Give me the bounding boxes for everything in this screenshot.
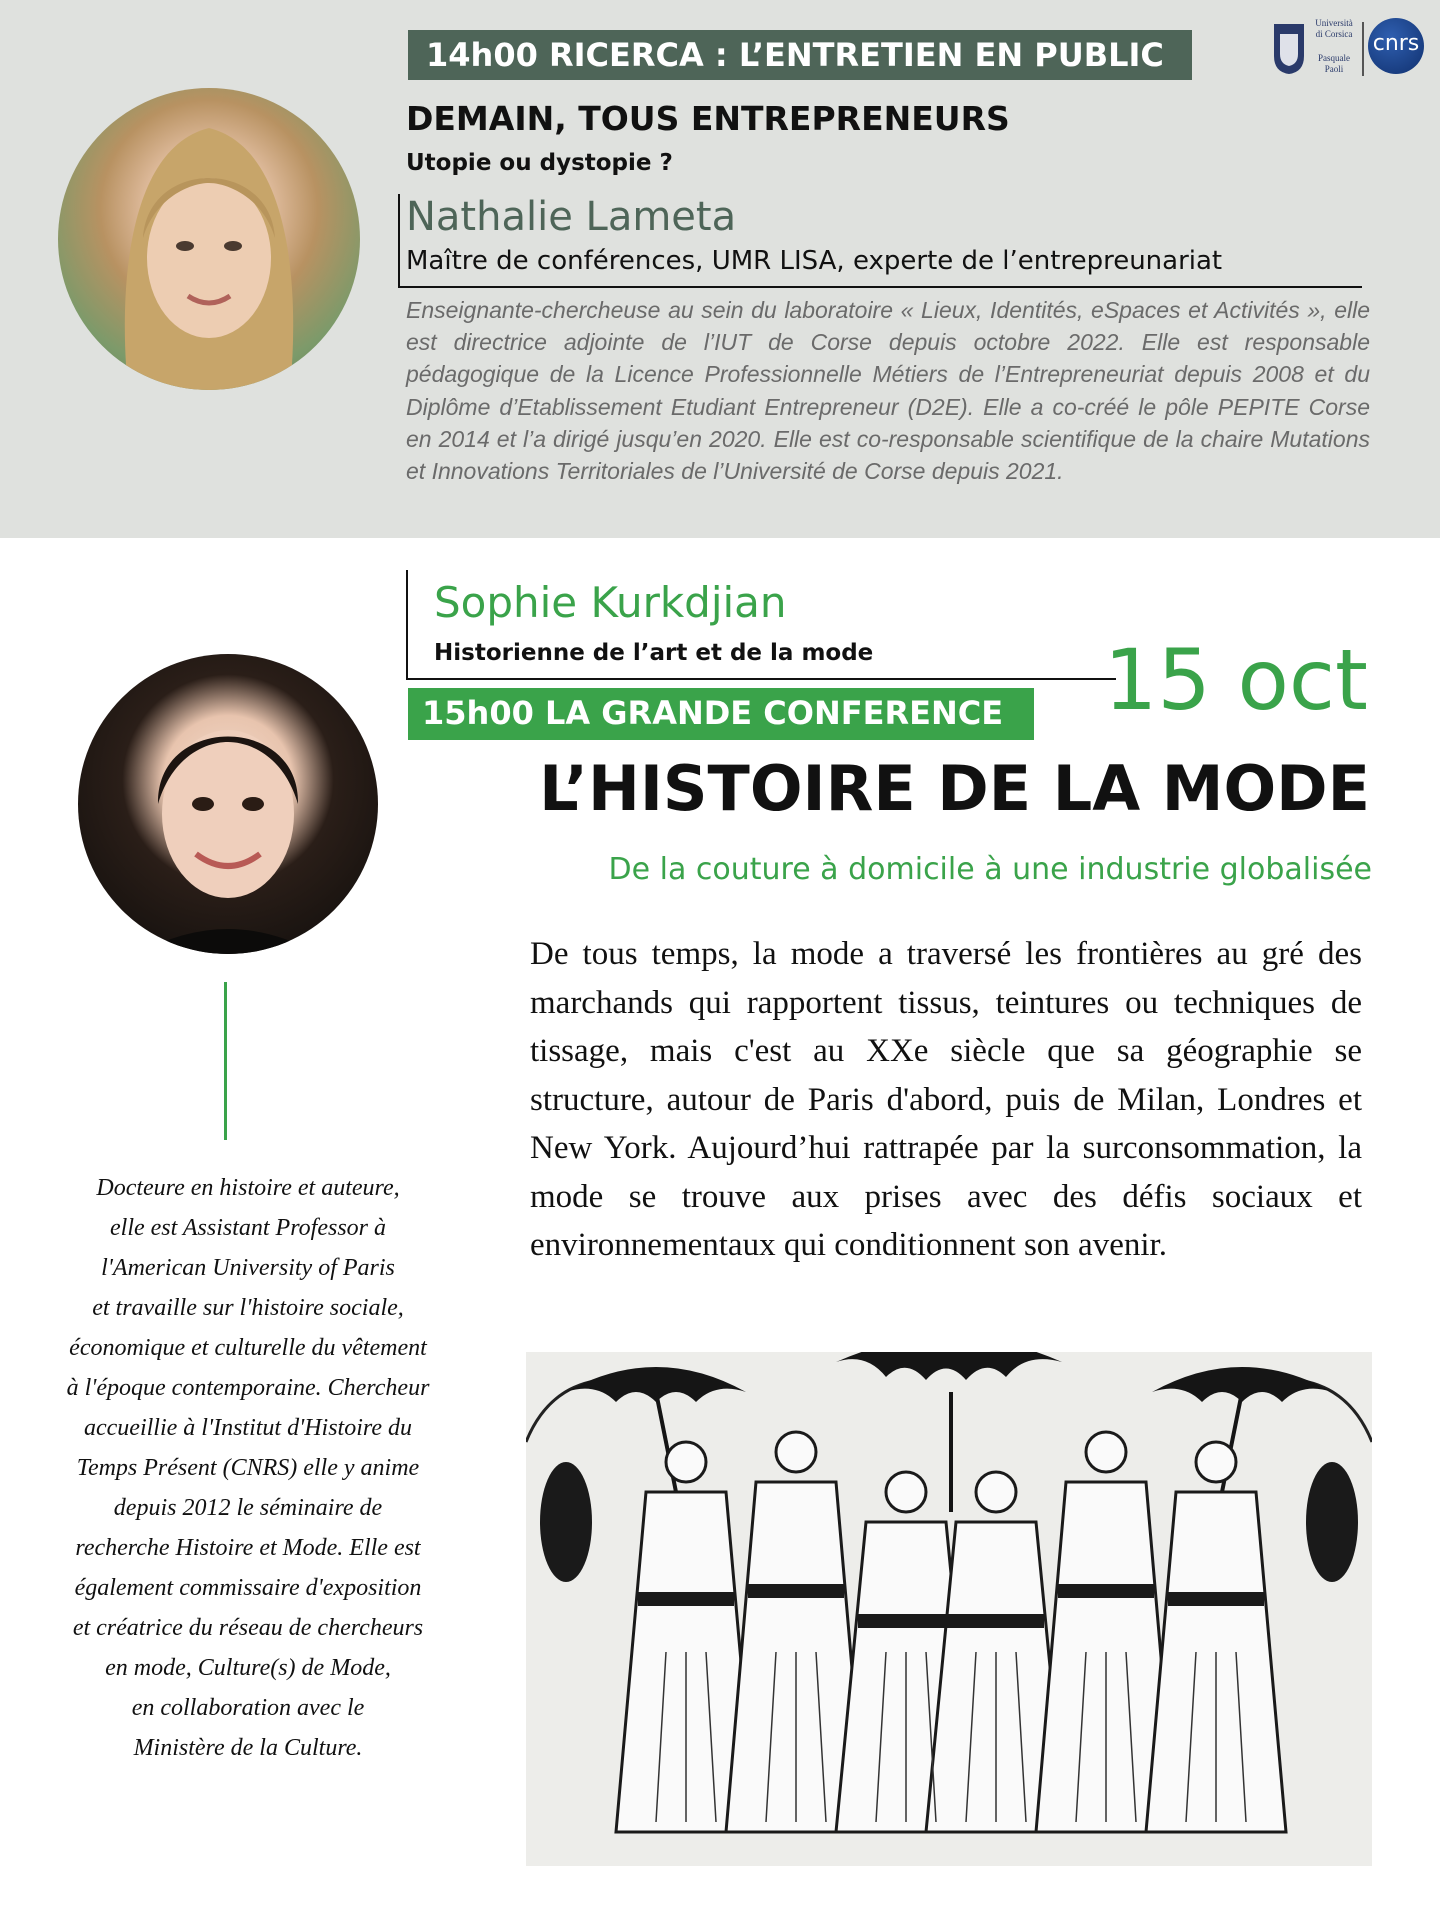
bio-line: Temps Présent (CNRS) elle y anime [76, 1455, 420, 1481]
bio-line: à l'époque contemporaine. Chercheur [66, 1375, 430, 1401]
bio-line: et travaille sur l'histoire sociale, [92, 1295, 404, 1321]
umbrella-women-illustration-icon [526, 1352, 1372, 1866]
portrait-woman-icon [58, 88, 360, 390]
bio-line: depuis 2012 le séminaire de [113, 1495, 383, 1521]
bio-line: Ministère de la Culture. [133, 1735, 363, 1761]
cnrs-logo [1368, 18, 1424, 74]
bio-line: accueillie à l'Institut d'Histoire du [84, 1415, 412, 1441]
fashion-illustration [526, 1352, 1372, 1866]
university-line-2: di Corsica [1315, 28, 1353, 39]
university-line-3: Pasquale [1318, 53, 1350, 63]
bio-line: en collaboration avec le [131, 1695, 365, 1721]
bio-line: également commissaire d'exposition [74, 1575, 422, 1601]
university-logo-text [1308, 18, 1360, 74]
bottom-title: L’HISTOIRE DE LA MODE [539, 752, 1370, 825]
logo-divider [1362, 22, 1364, 76]
description: De tous temps, la mode a traversé les frontières au gré des marchands qui rapportent tissus, teintures ou techniques de tissage, mais c'est au XXe siècle que sa géographie se structure, autour de Paris d'abord, puis de Milan, Londres et New York. Aujourd’hui rattrapée par la surconsommation, la mode se trouve aux prises avec des défis sociaux et environnementaux qui conditionnent son avenir. [530, 936, 1362, 1263]
speaker-name-bottom: Sophie Kurkdjian [434, 578, 787, 627]
time-banner-bottom-text: 15h00 LA GRANDE CONFERENCE [422, 694, 1004, 732]
speaker-role-bottom: Historienne de l’art et de la mode [434, 640, 874, 666]
university-corsica-logo-icon [1272, 22, 1306, 76]
speaker-role-top: Maître de conférences, UMR LISA, experte de l’entrepreunariat [406, 246, 1223, 276]
bio-line: l'American University of Paris [101, 1255, 395, 1281]
cnrs-logo-text: cnrs [1372, 31, 1420, 56]
speaker-name-top: Nathalie Lameta [406, 194, 737, 240]
bio-line: en mode, Culture(s) de Mode, [105, 1655, 391, 1681]
top-title: DEMAIN, TOUS ENTREPRENEURS [406, 99, 1010, 138]
university-line-4: Paoli [1324, 63, 1344, 74]
bio-line: Docteure en histoire et auteure, [96, 1175, 400, 1201]
top-subtitle: Utopie ou dystopie ? [406, 150, 673, 176]
bio-line: elle est Assistant Professor à [110, 1215, 386, 1241]
time-banner-top-text: 14h00 RICERCA : L’ENTRETIEN EN PUBLIC [426, 36, 1164, 74]
time-banner-bottom [408, 688, 1034, 740]
photo-nathalie-lameta [58, 88, 360, 390]
bio-bottom [20, 1168, 476, 1768]
bio-line: économique et culturelle du vêtement [69, 1335, 427, 1361]
bio-line: recherche Histoire et Mode. Elle est [75, 1535, 421, 1561]
bio-top: Enseignante-chercheuse au sein du laboratoire « Lieux, Identités, eSpaces et Activités », elle est directrice adjointe de l’IUT de Corse depuis octobre 2022. Elle est responsable pédagogique de la Licence Professionnelle Métiers de l’Entrepreneuriat depuis 2008 et du Diplôme d’Etablissement Etudiant Entrepreneur (D2E). Elle a co-créé le pôle PEPITE Corse en 2014 et l’a dirigé jusqu’en 2020. Elle est co-responsable scientifique de la chaire Mutations et Innovations Territoriales de l’Université de Corse depuis 2021. [406, 297, 1370, 485]
top-section [0, 0, 1440, 538]
time-banner-top [408, 30, 1192, 80]
event-date: 15 oct [1103, 631, 1368, 729]
logos [1268, 16, 1426, 86]
bottom-subtitle: De la couture à domicile à une industrie globalisée [608, 852, 1372, 887]
green-vertical-line [224, 982, 227, 1140]
university-line-1: Università [1315, 18, 1353, 28]
bio-line: et créatrice du réseau de chercheurs [72, 1615, 424, 1641]
